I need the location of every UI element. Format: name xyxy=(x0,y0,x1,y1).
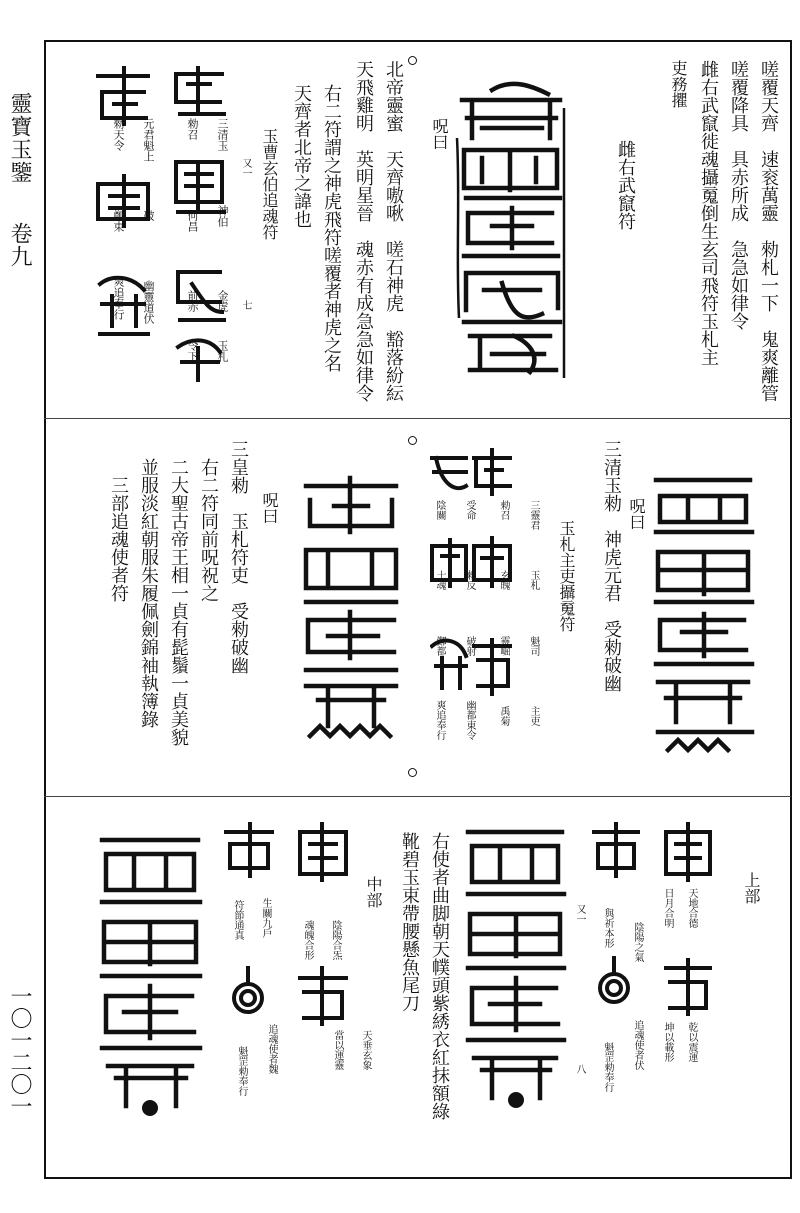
s1-col3: 雌右武竄徙魂攝䰟倒生玄司飛符玉札主 xyxy=(698,60,719,366)
s3-sm3: 陰陽之氣 xyxy=(632,922,643,962)
s2-col2: 玉札主吏攝䰟符 xyxy=(557,520,576,632)
s3-eight: 八 xyxy=(574,1064,585,1074)
s2-sm15: 幽都東令 xyxy=(464,700,475,740)
s1-sm9: 元君魁上 xyxy=(142,118,155,162)
s3-sm1: 天地合德 xyxy=(686,888,697,928)
s2-sm10: 陰關 xyxy=(434,500,445,520)
s1-sm4: 何昌 xyxy=(186,210,199,232)
s2-sm11: 勑反 xyxy=(464,570,475,590)
s2-sm16: 爽追奉行 xyxy=(434,700,445,740)
s1-talisman-seal xyxy=(452,78,570,378)
s1-note-you1: 又一 xyxy=(240,158,251,178)
s2-sm1: 三靈君 xyxy=(528,500,539,530)
circle-mark xyxy=(408,768,417,777)
s3-sm12: 當以運靈 xyxy=(332,1030,343,1070)
talisman-glyph-icon xyxy=(94,826,206,1122)
page-number: 一〇一二〇一 xyxy=(7,985,32,1117)
s1-sm6: 前赤 xyxy=(186,290,199,312)
s2-col7: 三部追魂使者符 xyxy=(108,476,129,602)
s2-sm6: 靈崛 xyxy=(498,636,509,656)
s2-zhou-b: 呪曰 xyxy=(260,492,279,524)
s2-sm8: 禹菊 xyxy=(498,706,509,726)
section-divider-1 xyxy=(44,418,791,419)
s2-sm12: 士魂 xyxy=(434,570,445,590)
talisman-glyph-icon xyxy=(648,460,758,760)
s1-sm2: 勑召 xyxy=(186,118,199,140)
s1-col7: 右二符謂之神虎飛符嗟覆者神虎之名 xyxy=(321,84,342,372)
s3-sm6: 坤以載形 xyxy=(662,1022,673,1062)
s3-you1: 又一 xyxy=(574,904,585,924)
s2-sm14: 鄭都 xyxy=(434,636,445,656)
s3-sm11: 天垂玄象 xyxy=(360,1030,371,1070)
s2-col1: 三清玉勑 神虎元君 受勑破幽 xyxy=(601,440,622,692)
s3-sm5: 乾以震運 xyxy=(686,1022,697,1062)
s1-sm8: 令下 xyxy=(186,340,199,362)
s1-sm14: 爽追奉行 xyxy=(112,276,125,320)
s1-sm12: 破 xyxy=(142,210,155,221)
s3-talisman-seal-b xyxy=(94,826,206,1122)
s2-sm4: 玄魄 xyxy=(498,570,509,590)
s1-seal-title: 雌右武竄符 xyxy=(615,140,636,230)
s2-sm13: 破射 xyxy=(464,636,475,656)
s1-sm5: 金虎 xyxy=(216,290,229,312)
s3-col1: 右使者曲脚朝天幞頭紫綉衣紅抹額綠 xyxy=(429,832,450,1120)
s3-sm15: 追魂使者魏 xyxy=(266,1024,277,1074)
s1-sm13: 幽靈道伏 xyxy=(142,280,155,324)
s3-talisman-seal xyxy=(460,818,570,1118)
s2-talisman-seal-b xyxy=(298,470,404,760)
s2-sm7: 主吏 xyxy=(528,706,539,726)
talisman-glyph-icon xyxy=(452,78,570,378)
s3-title-zhong: 中部 xyxy=(364,876,383,908)
s1-sm1: 三清玉 xyxy=(216,118,229,151)
s3-sm14: 符節通真 xyxy=(232,900,243,940)
s3-sm13: 生關九戶 xyxy=(260,898,271,938)
s1-col1: 嗟覆天齊 速衮萬靈 勑札一下 鬼爽離管 xyxy=(758,60,779,402)
section-divider-2 xyxy=(44,796,791,797)
s1-col8: 天齊者北帝之諱也 xyxy=(291,84,312,228)
s2-col3: 三皇勑 玉札符吏 受勑破幽 xyxy=(228,440,249,674)
s2-talisman-seal xyxy=(648,460,758,760)
s3-sm7: 追魂使者伏 xyxy=(632,1020,643,1070)
s1-col6: 天飛雞明 英明星晉 魂赤有成急急如律令 xyxy=(353,60,374,402)
s1-sm10: 勑天令 xyxy=(112,118,125,151)
s3-sm9: 陰陽合炁 xyxy=(330,920,341,960)
s2-zhou-a: 呪曰 xyxy=(627,498,646,530)
s2-col5: 二大聖古帝王相一貞有髭鬚一貞美貌 xyxy=(168,458,189,746)
s1-sm11: 鄭束 xyxy=(112,210,125,232)
s3-sm16: 魁罡勑奉行 xyxy=(236,1046,247,1096)
s2-sm2: 勑召 xyxy=(498,500,509,520)
s3-title-shang: 上部 xyxy=(742,872,761,904)
talisman-glyph-icon xyxy=(298,470,404,760)
s3-sm8: 魁罡勑奉行 xyxy=(602,1042,613,1092)
s3-sm10: 魂魄合形 xyxy=(302,920,313,960)
s3-sm2: 日月合明 xyxy=(662,888,673,928)
volume-label: 卷九 xyxy=(7,222,32,268)
talisman-glyph-icon xyxy=(460,818,570,1118)
book-title: 靈寶玉鑒 xyxy=(7,92,32,184)
s2-sm3: 玉札 xyxy=(528,570,539,590)
s3-col2: 靴碧玉束帶腰懸魚尾刀 xyxy=(399,832,420,1012)
s1-note-seven: 七 xyxy=(240,300,251,310)
circle-mark xyxy=(408,56,417,65)
s1-col9: 玉曹玄伯追魂符 xyxy=(260,128,279,240)
s1-col4: 吏務㩴 xyxy=(669,60,688,108)
s2-col6: 並服淡紅朝服朱履佩劍錦袖執簿錄 xyxy=(138,458,159,728)
s3-sm4: 與祈本形 xyxy=(602,908,613,948)
s2-sm9: 受命 xyxy=(464,500,475,520)
s1-col5: 北帝靈蜜 天齊嗷啾 嗟石神虎 豁落紛紜 xyxy=(383,60,404,402)
s2-col4: 右二符同前呪祝之 xyxy=(198,458,219,602)
s2-sm5: 魁司 xyxy=(528,636,539,656)
s1-zhou: 呪曰 xyxy=(430,118,449,150)
circle-mark xyxy=(408,436,417,445)
s1-col2: 嗟覆降具 具赤所成 急急如律令 xyxy=(728,60,749,330)
s1-sm3: 神伯 xyxy=(216,205,229,227)
s1-sm7: 玉札 xyxy=(216,340,229,362)
